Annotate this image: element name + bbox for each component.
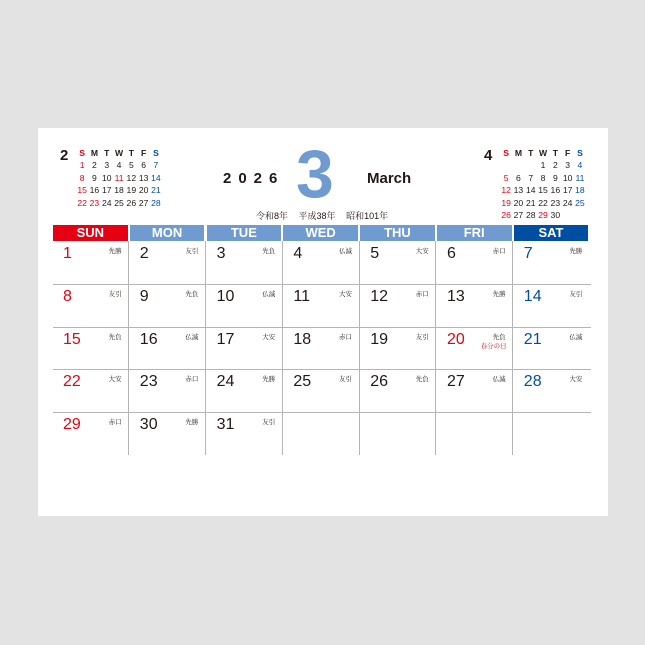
prev-month-weekday: W xyxy=(114,148,124,158)
day-cell xyxy=(207,412,282,455)
day-number: 27 xyxy=(447,373,465,391)
grid-column-divider xyxy=(128,241,129,455)
grid-column-divider xyxy=(359,241,360,455)
day-cell xyxy=(207,241,282,284)
grid-column-divider xyxy=(512,241,513,455)
next-month-day: 12 xyxy=(501,185,511,196)
day-number: 25 xyxy=(293,373,312,391)
empty-cell xyxy=(283,412,358,455)
day-number: 6 xyxy=(447,245,456,262)
prev-month-day: 18 xyxy=(114,185,124,196)
prev-month-weekday: S xyxy=(79,148,86,158)
day-cell xyxy=(130,241,205,284)
day-cell xyxy=(130,327,205,370)
next-month-day: 30 xyxy=(550,209,561,220)
day-cell xyxy=(437,284,512,327)
next-month-day: 20 xyxy=(513,197,524,208)
day-number: 16 xyxy=(139,330,158,348)
rokuyo-label: 大安 xyxy=(262,333,276,341)
rokuyo-label: 友引 xyxy=(108,290,122,298)
next-month-weekday: T xyxy=(528,148,534,158)
day-number: 24 xyxy=(216,373,235,391)
rokuyo-label: 赤口 xyxy=(185,376,199,384)
prev-month-day: 9 xyxy=(92,172,97,183)
next-month-day: 13 xyxy=(513,185,524,196)
next-month-day: 21 xyxy=(525,197,536,208)
day-number: 9 xyxy=(139,287,149,305)
next-month-day: 7 xyxy=(528,172,534,183)
weekday-sat: SAT xyxy=(514,225,589,241)
weekday-sun: SUN xyxy=(53,225,128,241)
prev-month-day: 17 xyxy=(101,185,112,196)
rokuyo-label: 先勝 xyxy=(569,248,583,255)
day-cell xyxy=(53,369,128,412)
prev-month-day: 19 xyxy=(126,185,137,196)
next-month-day: 23 xyxy=(550,197,561,208)
day-number: 22 xyxy=(63,373,81,391)
next-month-grid xyxy=(500,147,586,221)
next-month-day: 24 xyxy=(562,197,573,208)
day-cell xyxy=(53,327,128,370)
rokuyo-label: 赤口 xyxy=(415,290,429,298)
rokuyo-label: 友引 xyxy=(415,333,429,341)
day-number: 12 xyxy=(370,287,388,305)
prev-month-weekday: T xyxy=(104,148,110,158)
prev-month-day: 23 xyxy=(89,197,100,208)
prev-month-grid xyxy=(76,147,162,209)
prev-month-day: 7 xyxy=(153,160,159,171)
era-reiwa: 令和8年 xyxy=(256,211,289,221)
rokuyo-label: 赤口 xyxy=(492,248,506,255)
next-month-day: 18 xyxy=(575,185,585,196)
day-number: 29 xyxy=(63,416,81,434)
day-number: 8 xyxy=(63,287,72,305)
next-month-day: 22 xyxy=(538,197,548,208)
day-number: 30 xyxy=(139,416,158,434)
day-cell xyxy=(514,284,589,327)
prev-month-day: 24 xyxy=(101,197,112,208)
next-month-day: 14 xyxy=(525,185,536,196)
prev-month-weekday: F xyxy=(141,148,147,158)
next-month-weekday: S xyxy=(577,148,583,158)
day-cell xyxy=(360,284,435,327)
next-month-day xyxy=(574,209,586,221)
day-number: 18 xyxy=(293,330,312,348)
grid-column-divider xyxy=(435,241,436,455)
prev-month-day: 6 xyxy=(141,160,147,171)
next-month-day: 5 xyxy=(503,172,509,183)
day-number: 21 xyxy=(523,330,542,348)
rokuyo-label: 友引 xyxy=(185,248,199,255)
day-cell xyxy=(130,284,205,327)
next-month-day: 26 xyxy=(501,209,511,220)
prev-month-day: 25 xyxy=(114,197,124,208)
day-cell xyxy=(283,284,358,327)
day-number: 19 xyxy=(370,330,388,348)
era-years xyxy=(256,209,396,222)
day-number: 28 xyxy=(523,373,542,391)
grid-row-divider xyxy=(53,327,591,328)
grid-column-divider xyxy=(205,241,206,455)
next-month-weekday: M xyxy=(514,148,523,158)
prev-month-day: 8 xyxy=(79,172,85,183)
prev-month-day: 14 xyxy=(151,172,161,183)
day-cell xyxy=(130,412,205,455)
rokuyo-label: 先負 xyxy=(492,333,506,341)
next-month-day: 6 xyxy=(516,172,521,183)
rokuyo-label: 大安 xyxy=(415,248,429,255)
day-number: 26 xyxy=(370,373,388,391)
rokuyo-label: 赤口 xyxy=(108,419,122,427)
day-cell xyxy=(283,327,358,370)
next-month-day: 28 xyxy=(525,209,536,220)
day-cell xyxy=(283,241,358,284)
rokuyo-label: 仏滅 xyxy=(569,333,583,341)
prev-month-day: 15 xyxy=(77,185,87,196)
weekday-thu: THU xyxy=(360,225,435,241)
rokuyo-label: 先勝 xyxy=(262,376,276,384)
prev-month-weekday: S xyxy=(153,148,159,158)
rokuyo-label: 赤口 xyxy=(338,333,352,341)
next-month-day: 3 xyxy=(565,160,571,171)
next-month-day xyxy=(525,159,537,171)
day-cell xyxy=(53,412,128,455)
day-cell xyxy=(53,241,128,284)
day-number: 23 xyxy=(139,373,158,391)
empty-cell xyxy=(360,412,435,455)
day-number: 1 xyxy=(63,245,72,262)
month-name: March xyxy=(367,170,412,187)
grid-row-divider xyxy=(53,412,591,413)
day-number: 5 xyxy=(370,245,380,262)
rokuyo-label: 先負 xyxy=(262,248,276,255)
next-month-day xyxy=(561,209,573,221)
day-number: 3 xyxy=(216,245,226,262)
day-cell xyxy=(437,241,512,284)
day-number: 13 xyxy=(447,287,465,305)
weekday-wed: WED xyxy=(283,225,358,241)
weekday-fri: FRI xyxy=(437,225,512,241)
next-month-weekday: T xyxy=(552,148,558,158)
next-month-day: 15 xyxy=(538,185,548,196)
empty-cell xyxy=(437,412,512,455)
next-month-day xyxy=(500,159,512,171)
rokuyo-label: 先勝 xyxy=(185,419,199,427)
rokuyo-label: 大安 xyxy=(569,376,583,384)
prev-month-day: 28 xyxy=(151,197,161,208)
next-month-day: 4 xyxy=(577,160,583,171)
day-cell xyxy=(360,327,435,370)
rokuyo-label: 大安 xyxy=(108,376,122,384)
prev-month-day: 4 xyxy=(116,160,122,171)
prev-month-weekday: T xyxy=(128,148,134,158)
next-month-day: 9 xyxy=(552,172,558,183)
rokuyo-label: 友引 xyxy=(569,290,583,298)
day-number: 17 xyxy=(216,330,235,348)
day-number: 7 xyxy=(523,245,533,262)
rokuyo-label: 先負 xyxy=(108,333,122,341)
day-cell xyxy=(130,369,205,412)
weekday-header xyxy=(53,225,588,241)
day-number: 31 xyxy=(216,416,235,434)
prev-month-day: 22 xyxy=(77,197,87,208)
grid-column-divider xyxy=(282,241,283,455)
day-number: 14 xyxy=(523,287,542,305)
prev-month-day: 2 xyxy=(92,160,97,171)
rokuyo-label: 友引 xyxy=(262,419,276,427)
rokuyo-label: 仏滅 xyxy=(338,248,352,255)
day-number: 11 xyxy=(293,287,310,305)
month-grid xyxy=(53,241,591,455)
next-month-day: 17 xyxy=(562,185,573,196)
next-month-day: 8 xyxy=(540,172,546,183)
month-number: 3 xyxy=(296,136,334,212)
day-cell xyxy=(207,284,282,327)
next-month-weekday: S xyxy=(503,148,510,158)
next-month-day: 19 xyxy=(501,197,511,208)
prev-month-day: 13 xyxy=(138,172,149,183)
day-number: 10 xyxy=(216,287,235,305)
next-month-day: 25 xyxy=(575,197,585,208)
holiday-label: 春分の日 xyxy=(480,342,507,350)
next-month-day: 29 xyxy=(538,209,548,220)
rokuyo-label: 仏滅 xyxy=(492,376,506,384)
weekday-mon: MON xyxy=(130,225,205,241)
day-cell xyxy=(437,369,512,412)
prev-month-day: 10 xyxy=(101,172,112,183)
prev-month-day: 3 xyxy=(104,160,110,171)
rokuyo-label: 仏滅 xyxy=(185,333,199,341)
rokuyo-label: 大安 xyxy=(338,290,352,298)
rokuyo-label: 仏滅 xyxy=(262,290,276,298)
prev-month-day: 27 xyxy=(138,197,149,208)
day-cell xyxy=(360,241,435,284)
day-number: 20 xyxy=(447,330,465,348)
day-cell xyxy=(283,369,358,412)
era-showa: 昭和101年 xyxy=(346,211,389,221)
next-month-day: 27 xyxy=(513,209,524,220)
day-cell xyxy=(437,327,512,370)
prev-month-day: 11 xyxy=(114,172,124,183)
grid-row-divider xyxy=(53,369,591,370)
rokuyo-label: 先負 xyxy=(415,376,429,384)
day-cell xyxy=(514,241,589,284)
prev-month-day: 26 xyxy=(126,197,137,208)
era-heisei: 平成38年 xyxy=(298,211,336,221)
day-cell xyxy=(207,327,282,370)
next-month-day: 1 xyxy=(540,160,546,171)
day-cell xyxy=(207,369,282,412)
year-label: 2026 xyxy=(223,170,285,187)
rokuyo-label: 先勝 xyxy=(108,248,122,255)
next-month-day: 11 xyxy=(575,172,585,183)
next-month-day: 10 xyxy=(562,172,573,183)
next-month-day: 2 xyxy=(552,160,558,171)
empty-cell xyxy=(514,412,589,455)
day-number: 15 xyxy=(63,330,81,348)
next-month-day xyxy=(512,159,524,171)
rokuyo-label: 先勝 xyxy=(492,290,506,298)
prev-month-day: 5 xyxy=(128,160,134,171)
prev-month-day: 1 xyxy=(79,160,85,171)
day-number: 4 xyxy=(293,245,303,262)
prev-month-day: 20 xyxy=(138,185,149,196)
prev-month-day: 16 xyxy=(89,185,100,196)
day-cell xyxy=(53,284,128,327)
grid-row-divider xyxy=(53,284,591,285)
prev-month-label: 2 xyxy=(60,147,69,164)
prev-month-day: 12 xyxy=(126,172,137,183)
prev-month-day: 21 xyxy=(151,185,161,196)
prev-month-weekday: M xyxy=(90,148,99,158)
rokuyo-label: 友引 xyxy=(338,376,352,384)
day-cell xyxy=(514,327,589,370)
weekday-tue: TUE xyxy=(207,225,282,241)
day-number: 2 xyxy=(139,245,149,262)
next-month-weekday: W xyxy=(538,148,548,158)
rokuyo-label: 先負 xyxy=(185,290,199,298)
next-month-weekday: F xyxy=(565,148,571,158)
next-month-label: 4 xyxy=(484,147,493,164)
next-month-day: 16 xyxy=(550,185,561,196)
day-cell xyxy=(514,369,589,412)
day-cell xyxy=(360,369,435,412)
